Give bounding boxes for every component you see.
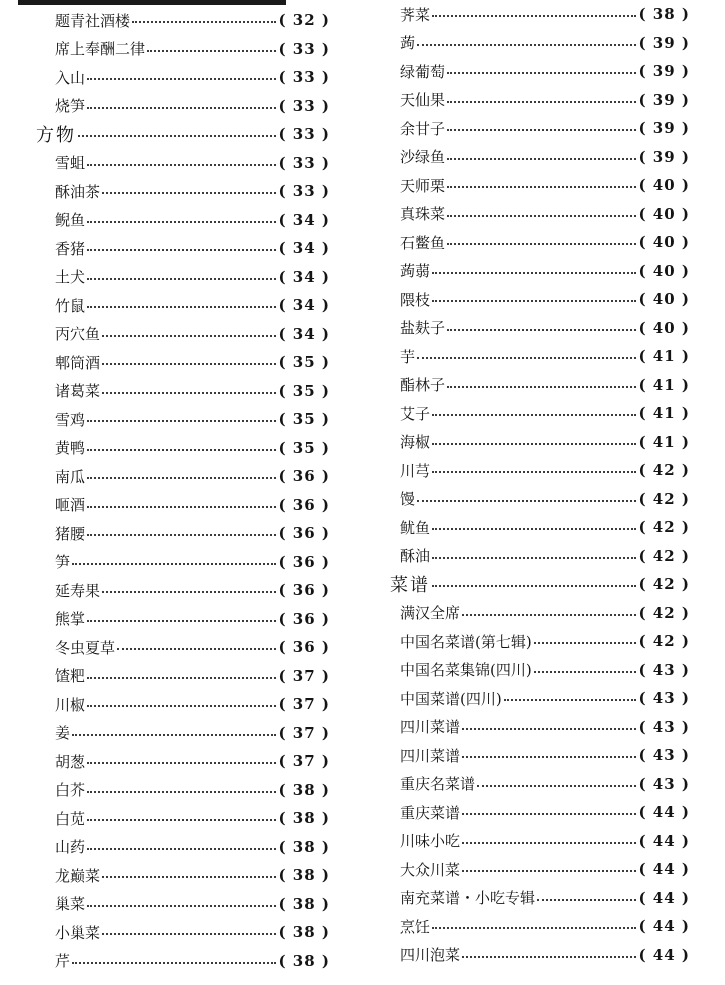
dot-leader: [87, 620, 276, 622]
toc-page-number: ( 39 ): [638, 90, 690, 109]
toc-entry: [400, 799, 690, 825]
dot-leader: [504, 699, 637, 701]
toc-entry: [400, 30, 690, 56]
dot-leader: [78, 135, 276, 137]
toc-entry: [55, 634, 330, 660]
toc-entry: [55, 577, 330, 603]
toc-entry: [400, 628, 690, 654]
toc-entry-title: 天师栗: [400, 176, 446, 195]
toc-entry-title: 中国名菜集锦(四川): [400, 661, 532, 679]
toc-entry: [400, 258, 690, 284]
toc-entry-title: 白苋: [55, 809, 86, 828]
toc-entry: [55, 492, 330, 518]
toc-entry: [400, 400, 690, 426]
dot-leader: [87, 819, 276, 821]
toc-entry: [400, 1, 690, 27]
toc-entry: [400, 600, 690, 626]
toc-entry: [400, 372, 690, 398]
toc-page-number: ( 33 ): [278, 182, 330, 200]
toc-entry-title: 竹鼠: [55, 296, 86, 315]
toc-page-number: ( 39 ): [638, 147, 690, 166]
toc-entry-title: 香猪: [55, 239, 86, 258]
toc-page-number: ( 39 ): [638, 62, 690, 80]
dot-leader: [462, 870, 636, 872]
toc-entry: [400, 286, 690, 312]
toc-entry-title: 四川菜谱: [400, 746, 461, 765]
toc-entry-title: 绿葡萄: [400, 62, 446, 81]
toc-page-number: ( 40 ): [638, 261, 690, 280]
toc-page-number: ( 33 ): [278, 68, 330, 86]
dot-leader: [432, 528, 636, 530]
toc-entry: [55, 150, 330, 176]
dot-leader: [534, 642, 637, 644]
toc-entry-title: 川味小吃: [400, 832, 461, 850]
toc-entry-title: 盐麸子: [400, 319, 446, 337]
dot-leader: [102, 876, 276, 878]
dot-leader: [87, 905, 276, 907]
toc-page-number: ( 38 ): [278, 923, 330, 941]
toc-entry: [55, 720, 330, 746]
dot-leader: [462, 728, 636, 730]
dot-leader: [117, 648, 276, 650]
toc-page-number: ( 34 ): [278, 267, 330, 286]
toc-page-number: ( 35 ): [278, 353, 330, 371]
toc-entry-title: 猪腰: [55, 524, 86, 543]
toc-page-number: ( 44 ): [638, 917, 690, 935]
toc-entry: [55, 378, 330, 404]
toc-entry: [55, 349, 330, 375]
toc-entry-title: 黄鸭: [55, 439, 86, 457]
toc-page-number: ( 43 ): [638, 689, 690, 707]
toc-page-number: ( 36 ): [278, 581, 330, 599]
toc-entry: [55, 834, 330, 860]
toc-entry-title: 冬虫夏草: [55, 638, 116, 657]
toc-page-number: ( 43 ): [638, 660, 690, 679]
dot-leader: [102, 363, 276, 365]
toc-entry: [55, 235, 330, 261]
toc-entry: [55, 321, 330, 347]
toc-entry-title: 笋: [55, 553, 71, 571]
toc-entry: [55, 748, 330, 774]
dot-leader: [72, 962, 276, 964]
toc-entry: [400, 885, 690, 911]
dot-leader: [447, 129, 636, 131]
dot-leader: [462, 842, 636, 844]
toc-page-number: ( 38 ): [278, 809, 330, 827]
toc-entry-title: 土犬: [55, 268, 86, 286]
dot-leader: [447, 329, 636, 331]
toc-entry: [400, 201, 690, 227]
toc-page-number: ( 44 ): [638, 945, 690, 964]
toc-entry-title: 重庆菜谱: [400, 803, 461, 822]
toc-entry-title: 鲵鱼: [55, 211, 86, 229]
toc-page-number: ( 37 ): [278, 695, 330, 713]
toc-page-number: ( 38 ): [278, 780, 330, 799]
toc-page-number: ( 42 ): [638, 518, 690, 536]
toc-entry-title: 鱿鱼: [400, 518, 431, 537]
dot-leader: [87, 420, 276, 422]
toc-page-number: ( 42 ): [638, 575, 690, 593]
dot-leader: [87, 278, 276, 280]
toc-page-number: ( 37 ): [278, 752, 330, 770]
toc-entry-title: 蒟: [400, 34, 416, 52]
dot-leader: [132, 21, 276, 23]
toc-entry: [400, 828, 690, 854]
toc-page-number: ( 42 ): [638, 603, 690, 622]
toc-page-number: ( 37 ): [278, 723, 330, 742]
dot-leader: [417, 357, 636, 359]
toc-entry-title: 酥油: [400, 547, 431, 565]
dot-leader: [87, 306, 276, 308]
toc-entry-title: 菜谱: [390, 575, 430, 596]
toc-entry: [400, 714, 690, 740]
toc-entry: [55, 691, 330, 717]
dot-leader: [72, 734, 276, 736]
toc-entry: [400, 144, 690, 170]
toc-page-number: ( 36 ): [278, 524, 330, 542]
dot-leader: [87, 164, 276, 166]
toc-entry-title: 蒟蒻: [400, 262, 431, 280]
dot-leader: [87, 449, 276, 451]
toc-entry-title: 芋: [400, 347, 416, 366]
toc-entry: [400, 742, 690, 768]
toc-entry: [55, 862, 330, 888]
toc-entry-title: 南瓜: [55, 467, 86, 486]
toc-page-number: ( 41 ): [638, 347, 690, 365]
dot-leader: [102, 392, 276, 394]
toc-entry: [55, 207, 330, 233]
toc-page-number: ( 38 ): [278, 837, 330, 856]
toc-entry: [55, 7, 330, 33]
toc-entry-title: 酥油茶: [55, 182, 101, 201]
dot-leader: [432, 300, 636, 302]
toc-entry: [400, 429, 690, 455]
toc-page-number: ( 32 ): [278, 11, 330, 29]
toc-page-number: ( 33 ): [278, 153, 330, 172]
toc-page-number: ( 40 ): [638, 204, 690, 223]
toc-entry: [55, 292, 330, 318]
dot-leader: [87, 705, 276, 707]
dot-leader: [87, 848, 276, 850]
dot-leader: [87, 107, 276, 109]
toc-entry-title: 席上奉酬二律: [55, 40, 146, 58]
toc-entry-title: 诸葛菜: [55, 382, 101, 400]
toc-entry: [55, 919, 330, 945]
toc-entry-title: 龙巅菜: [55, 866, 101, 885]
dot-leader: [432, 927, 636, 929]
dot-leader: [87, 78, 276, 80]
toc-entry: [400, 543, 690, 569]
toc-entry-title: 雪蛆: [55, 154, 86, 172]
dot-leader: [432, 471, 636, 473]
dot-leader: [87, 791, 276, 793]
toc-entry: [400, 315, 690, 341]
toc-page-number: ( 39 ): [638, 119, 690, 137]
toc-entry-title: 四川菜谱: [400, 718, 461, 736]
toc-entry-title: 芹: [55, 952, 71, 970]
toc-page-number: ( 41 ): [638, 432, 690, 451]
toc-entry: [400, 115, 690, 141]
toc-page-number: ( 37 ): [278, 666, 330, 685]
toc-entry-title: 荠菜: [400, 5, 431, 24]
toc-entry-title: 重庆名菜谱: [400, 775, 476, 793]
toc-entry-title: 沙绿鱼: [400, 148, 446, 166]
toc-entry-title: 满汉全席: [400, 604, 461, 622]
toc-page-number: ( 35 ): [278, 438, 330, 457]
dot-leader: [432, 272, 636, 274]
toc-entry: [55, 264, 330, 290]
toc-entry: [400, 486, 690, 512]
toc-entry-title: 雪鸡: [55, 410, 86, 429]
dot-leader: [87, 221, 276, 223]
dot-leader: [432, 414, 636, 416]
toc-page-number: ( 33 ): [278, 39, 330, 58]
toc-entry-title: 石鳖鱼: [400, 233, 446, 252]
toc-entry-title: 南充菜谱・小吃专辑: [400, 889, 536, 907]
toc-entry: [55, 777, 330, 803]
toc-entry-title: 天仙果: [400, 91, 446, 109]
dot-leader: [87, 677, 276, 679]
toc-entry-title: 酯林子: [400, 376, 446, 394]
toc-entry: [55, 406, 330, 432]
toc-entry: [55, 520, 330, 546]
toc-page-number: ( 34 ): [278, 239, 330, 257]
toc-page-number: ( 34 ): [278, 324, 330, 343]
toc-entry-title: 巢菜: [55, 895, 86, 913]
toc-entry-title: 四川泡菜: [400, 946, 461, 964]
toc-entry: [400, 657, 690, 683]
toc-entry-title: 山药: [55, 838, 86, 856]
toc-entry-title: 白芥: [55, 781, 86, 799]
toc-page-number: ( 33 ): [278, 125, 330, 143]
toc-entry: [400, 913, 690, 939]
toc-entry: [55, 663, 330, 689]
dot-leader: [417, 44, 636, 46]
toc-entry-title: 入山: [55, 68, 86, 87]
toc-entry: [400, 514, 690, 540]
toc-entry: [400, 343, 690, 369]
toc-page-number: ( 43 ): [638, 717, 690, 736]
toc-page-number: ( 40 ): [638, 290, 690, 308]
toc-entry: [55, 178, 330, 204]
toc-entry: [400, 87, 690, 113]
toc-entry: [400, 58, 690, 84]
toc-page-number: ( 44 ): [638, 803, 690, 821]
dot-leader: [447, 386, 636, 388]
toc-page-number: ( 34 ): [278, 210, 330, 229]
toc-entry-title: 题青社酒楼: [55, 11, 131, 30]
toc-entry-title: 中国名菜谱(第七辑): [400, 632, 532, 651]
dot-leader: [462, 956, 636, 958]
toc-entry: [400, 942, 690, 968]
top-rule: [18, 0, 286, 5]
toc-page-number: ( 42 ): [638, 632, 690, 650]
toc-entry-title: 熊掌: [55, 610, 86, 628]
toc-page-number: ( 41 ): [638, 375, 690, 394]
toc-page-number: ( 36 ): [278, 495, 330, 514]
toc-page-number: ( 43 ): [638, 746, 690, 764]
toc-page-number: ( 36 ): [278, 609, 330, 628]
toc-entry: [55, 36, 330, 62]
toc-entry: [400, 771, 690, 797]
toc-entry-title: 姜: [55, 724, 71, 742]
dot-leader: [147, 50, 276, 52]
toc-entry-title: 川椒: [55, 695, 86, 714]
toc-entry: [55, 435, 330, 461]
dot-leader: [432, 15, 636, 17]
toc-page-number: ( 42 ): [638, 489, 690, 508]
toc-entry: [55, 64, 330, 90]
dot-leader: [72, 563, 276, 565]
dot-leader: [432, 557, 636, 559]
toc-entry: [55, 891, 330, 917]
dot-leader: [87, 249, 276, 251]
toc-page-number: ( 38 ): [278, 951, 330, 970]
dot-leader: [447, 186, 636, 188]
toc-section-heading: [390, 571, 690, 597]
dot-leader: [447, 101, 636, 103]
dot-leader: [417, 500, 636, 502]
toc-entry-title: 艾子: [400, 404, 431, 423]
toc-page-number: ( 38 ): [278, 866, 330, 884]
toc-page-number: ( 38 ): [638, 5, 690, 23]
toc-entry: [400, 685, 690, 711]
dot-leader: [447, 158, 636, 160]
toc-page-number: ( 43 ): [638, 774, 690, 793]
toc-entry: [55, 606, 330, 632]
toc-entry: [55, 93, 330, 119]
toc-page-number: ( 33 ): [278, 96, 330, 115]
toc-entry: [400, 856, 690, 882]
toc-entry-title: 咂酒: [55, 496, 86, 514]
dot-leader: [87, 506, 276, 508]
toc-entry-title: 海椒: [400, 433, 431, 451]
toc-entry-title: 隈枝: [400, 290, 431, 309]
dot-leader: [462, 813, 636, 815]
toc-page-number: ( 35 ): [278, 381, 330, 400]
toc-page-number: ( 44 ): [638, 860, 690, 878]
toc-entry: [400, 229, 690, 255]
dot-leader: [432, 443, 636, 445]
toc-page-number: ( 40 ): [638, 233, 690, 251]
toc-entry-title: 小巢菜: [55, 923, 101, 942]
dot-leader: [534, 671, 637, 673]
toc-entry-title: 丙穴鱼: [55, 325, 101, 343]
dot-leader: [87, 762, 276, 764]
toc-page-number: ( 42 ): [638, 461, 690, 479]
toc-page-number: ( 42 ): [638, 546, 690, 565]
toc-entry: [55, 463, 330, 489]
dot-leader: [102, 933, 276, 935]
toc-page-number: ( 36 ): [278, 552, 330, 571]
toc-page-number: ( 39 ): [638, 33, 690, 52]
toc-entry-title: 烹饪: [400, 917, 431, 936]
toc-entry: [55, 805, 330, 831]
dot-leader: [462, 614, 636, 616]
toc-entry: [400, 457, 690, 483]
toc-page-number: ( 44 ): [638, 888, 690, 907]
dot-leader: [87, 477, 276, 479]
toc-entry-title: 余甘子: [400, 119, 446, 138]
toc-entry-title: 延寿果: [55, 581, 101, 600]
toc-page-number: ( 34 ): [278, 296, 330, 314]
toc-entry-title: 烧笋: [55, 97, 86, 115]
dot-leader: [447, 72, 636, 74]
dot-leader: [102, 591, 276, 593]
dot-leader: [447, 215, 636, 217]
dot-leader: [462, 756, 636, 758]
dot-leader: [432, 585, 636, 587]
toc-page-number: ( 36 ): [278, 638, 330, 656]
toc-entry-title: 真珠菜: [400, 205, 446, 223]
toc-entry-title: 川芎: [400, 461, 431, 480]
toc-page-number: ( 40 ): [638, 176, 690, 194]
dot-leader: [447, 243, 636, 245]
toc-page-number: ( 41 ): [638, 404, 690, 422]
toc-entry-title: 中国菜谱(四川): [400, 689, 502, 708]
toc-entry: [55, 549, 330, 575]
dot-leader: [537, 899, 636, 901]
toc-page-number: ( 40 ): [638, 318, 690, 337]
toc-page-number: ( 36 ): [278, 467, 330, 485]
toc-page-number: ( 44 ): [638, 831, 690, 850]
dot-leader: [102, 335, 276, 337]
toc-entry-title: 胡葱: [55, 752, 86, 771]
toc-entry: [55, 948, 330, 974]
dot-leader: [102, 192, 276, 194]
toc-entry: [400, 172, 690, 198]
toc-entry-title: 大众川菜: [400, 860, 461, 879]
toc-entry-title: 方物: [36, 125, 76, 146]
toc-page-number: ( 38 ): [278, 894, 330, 913]
toc-entry-title: 郫筒酒: [55, 353, 101, 372]
toc-entry-title: 馒: [400, 490, 416, 508]
toc-section-heading: [36, 121, 330, 147]
dot-leader: [87, 534, 276, 536]
toc-entry-title: 馇粑: [55, 667, 86, 685]
toc-page-number: ( 35 ): [278, 410, 330, 428]
dot-leader: [477, 785, 636, 787]
